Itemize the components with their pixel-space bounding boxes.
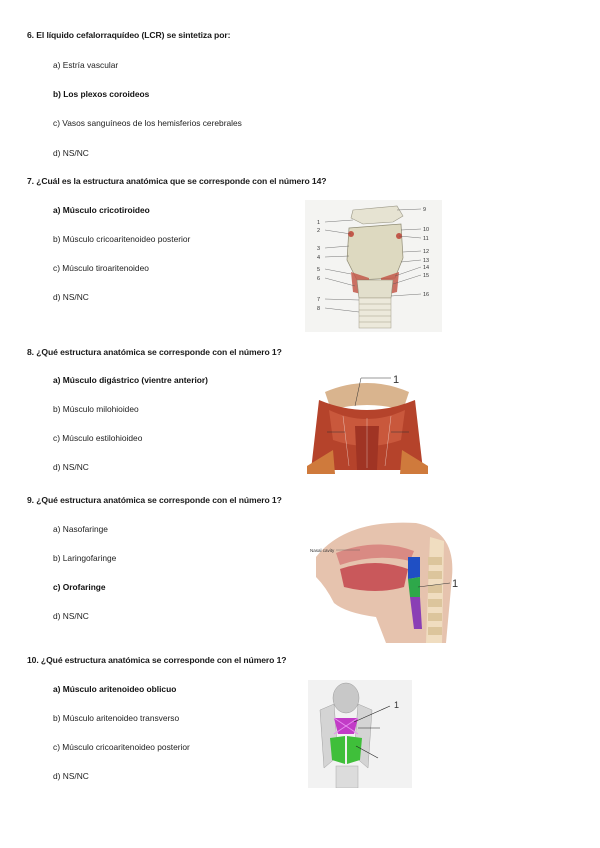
fig9-label-1: 1: [452, 578, 459, 590]
pharynx-sagittal-figure: [306, 517, 466, 643]
question-7-option-c: c) Músculo tiroaritenoideo: [53, 263, 149, 273]
neck-muscles-figure: [305, 370, 430, 480]
question-10-option-c: c) Músculo cricoaritenoideo posterior: [53, 742, 190, 752]
question-10-title: 10. ¿Qué estructura anatómica se corresponde con el número 1?: [27, 655, 287, 665]
fig9-caption-nasal-cavity: Nasal cavity: [310, 548, 335, 553]
question-7-option-d: d) NS/NC: [53, 292, 89, 302]
question-9-option-b: b) Laringofaringe: [53, 553, 117, 563]
question-10-option-a: a) Músculo aritenoideo oblicuo: [53, 684, 177, 694]
question-9-option-c: c) Orofaringe: [53, 582, 106, 592]
fig7-label-left-8: 8: [317, 306, 321, 312]
question-6-option-c: c) Vasos sanguíneos de los hemisferios cerebrales: [53, 118, 242, 128]
fig7-label-left-1: 1: [317, 220, 321, 226]
question-9-option-d: d) NS/NC: [53, 611, 89, 621]
question-10-option-b: b) Músculo aritenoideo transverso: [53, 713, 180, 723]
question-9-title: 9. ¿Qué estructura anatómica se corresponde con el número 1?: [27, 495, 282, 505]
fig7-label-left-7: 7: [317, 297, 321, 303]
question-8-title: 8. ¿Qué estructura anatómica se corresponde con el número 1?: [27, 347, 282, 357]
fig7-label-right-15: 15: [423, 273, 430, 279]
larynx-posterior-figure: [308, 680, 412, 788]
fig7-label-left-3: 3: [317, 246, 321, 252]
fig7-label-right-10: 10: [423, 227, 430, 233]
fig7-label-right-16: 16: [423, 292, 430, 298]
fig7-label-left-2: 2: [317, 228, 321, 234]
fig7-label-left-5: 5: [317, 267, 321, 273]
question-7-option-b: b) Músculo cricoaritenoideo posterior: [53, 234, 191, 244]
question-6-option-b: b) Los plexos coroideos: [53, 89, 150, 99]
fig7-label-right-13: 13: [423, 258, 430, 264]
question-7-title: 7. ¿Cuál es la estructura anatómica que se corresponde con el número 14?: [27, 176, 327, 186]
fig7-label-left-6: 6: [317, 276, 321, 282]
fig7-label-right-14: 14: [423, 265, 430, 271]
fig8-label-1: 1: [393, 374, 400, 386]
fig7-label-right-11: 11: [423, 236, 429, 242]
question-8-option-a: a) Músculo digástrico (vientre anterior): [53, 375, 208, 385]
fig7-label-right-9: 9: [423, 207, 427, 213]
question-6-option-d: d) NS/NC: [53, 148, 89, 158]
larynx-anterior-figure: [305, 200, 442, 332]
fig10-label-1: 1: [394, 700, 400, 710]
question-9-option-a: a) Nasofaringe: [53, 524, 108, 534]
question-8-option-b: b) Músculo milohioideo: [53, 404, 139, 414]
fig7-label-right-12: 12: [423, 249, 430, 255]
question-10-option-d: d) NS/NC: [53, 771, 89, 781]
fig7-label-left-4: 4: [317, 255, 321, 261]
question-6-option-a: a) Estría vascular: [53, 60, 119, 70]
question-8-option-c: c) Músculo estilohioideo: [53, 433, 143, 443]
question-7-option-a: a) Músculo cricotiroideo: [53, 205, 150, 215]
question-6-title: 6. El líquido cefalorraquídeo (LCR) se sintetiza por:: [27, 30, 231, 40]
question-8-option-d: d) NS/NC: [53, 462, 89, 472]
